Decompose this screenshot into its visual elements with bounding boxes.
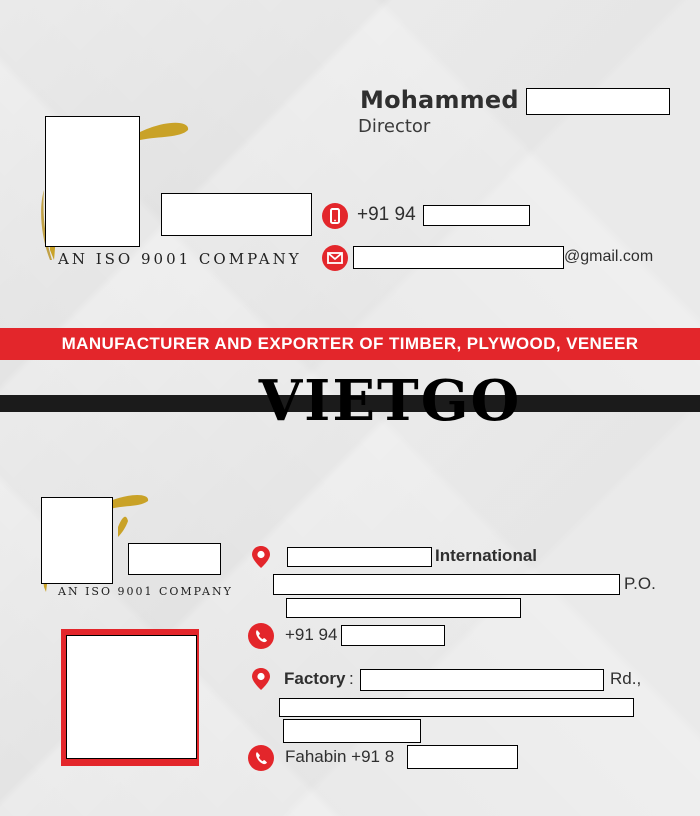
factory-location-pin-icon <box>248 666 274 692</box>
redacted-email-user <box>353 246 564 269</box>
redacted-logo-box <box>45 116 140 247</box>
vietgo-watermark: VIETGO <box>258 368 522 434</box>
redacted-fax-digits <box>407 745 518 769</box>
redacted-company-prefix <box>287 547 432 567</box>
road-label: Rd., <box>610 669 642 688</box>
iso-certification-label-back: AN ISO 9001 COMPANY <box>58 585 233 598</box>
factory-label: Factory <box>284 669 346 688</box>
fax-phone-icon <box>248 745 274 771</box>
company-name-suffix: International <box>435 546 538 565</box>
mobile-phone-icon <box>322 203 348 229</box>
redacted-company-name-back <box>128 543 221 575</box>
card-front <box>0 0 700 395</box>
redacted-factory-address-2 <box>279 698 634 717</box>
location-pin-icon <box>248 544 274 570</box>
redacted-address-line-1 <box>273 574 620 595</box>
phone-number-prefix: +91 94 <box>357 204 416 225</box>
email-domain: @gmail.com <box>564 248 654 265</box>
business-banner: MANUFACTURER AND EXPORTER OF TIMBER, PLYWOOD, VENEER <box>0 328 700 360</box>
redacted-qr-code <box>66 635 197 759</box>
redacted-phone-digits <box>423 205 530 226</box>
person-title: Director <box>358 116 431 137</box>
redacted-company-name <box>161 193 312 236</box>
factory-label-colon: : <box>349 669 354 688</box>
iso-certification-label: AN ISO 9001 COMPANY <box>58 250 302 268</box>
fax-line-prefix: Fahabin +91 8 <box>285 747 395 766</box>
po-label: P.O. <box>624 574 656 593</box>
redacted-factory-address-3 <box>283 719 421 743</box>
person-name: Mohammed <box>360 86 519 114</box>
telephone-icon <box>248 623 274 649</box>
redacted-address-line-2 <box>286 598 521 618</box>
redacted-office-phone-digits <box>341 625 445 646</box>
redacted-surname <box>526 88 670 115</box>
redacted-factory-address-1 <box>360 669 604 691</box>
email-envelope-icon <box>322 245 348 271</box>
office-phone-prefix: +91 94 <box>285 625 338 644</box>
redacted-logo-box-back <box>41 497 113 584</box>
